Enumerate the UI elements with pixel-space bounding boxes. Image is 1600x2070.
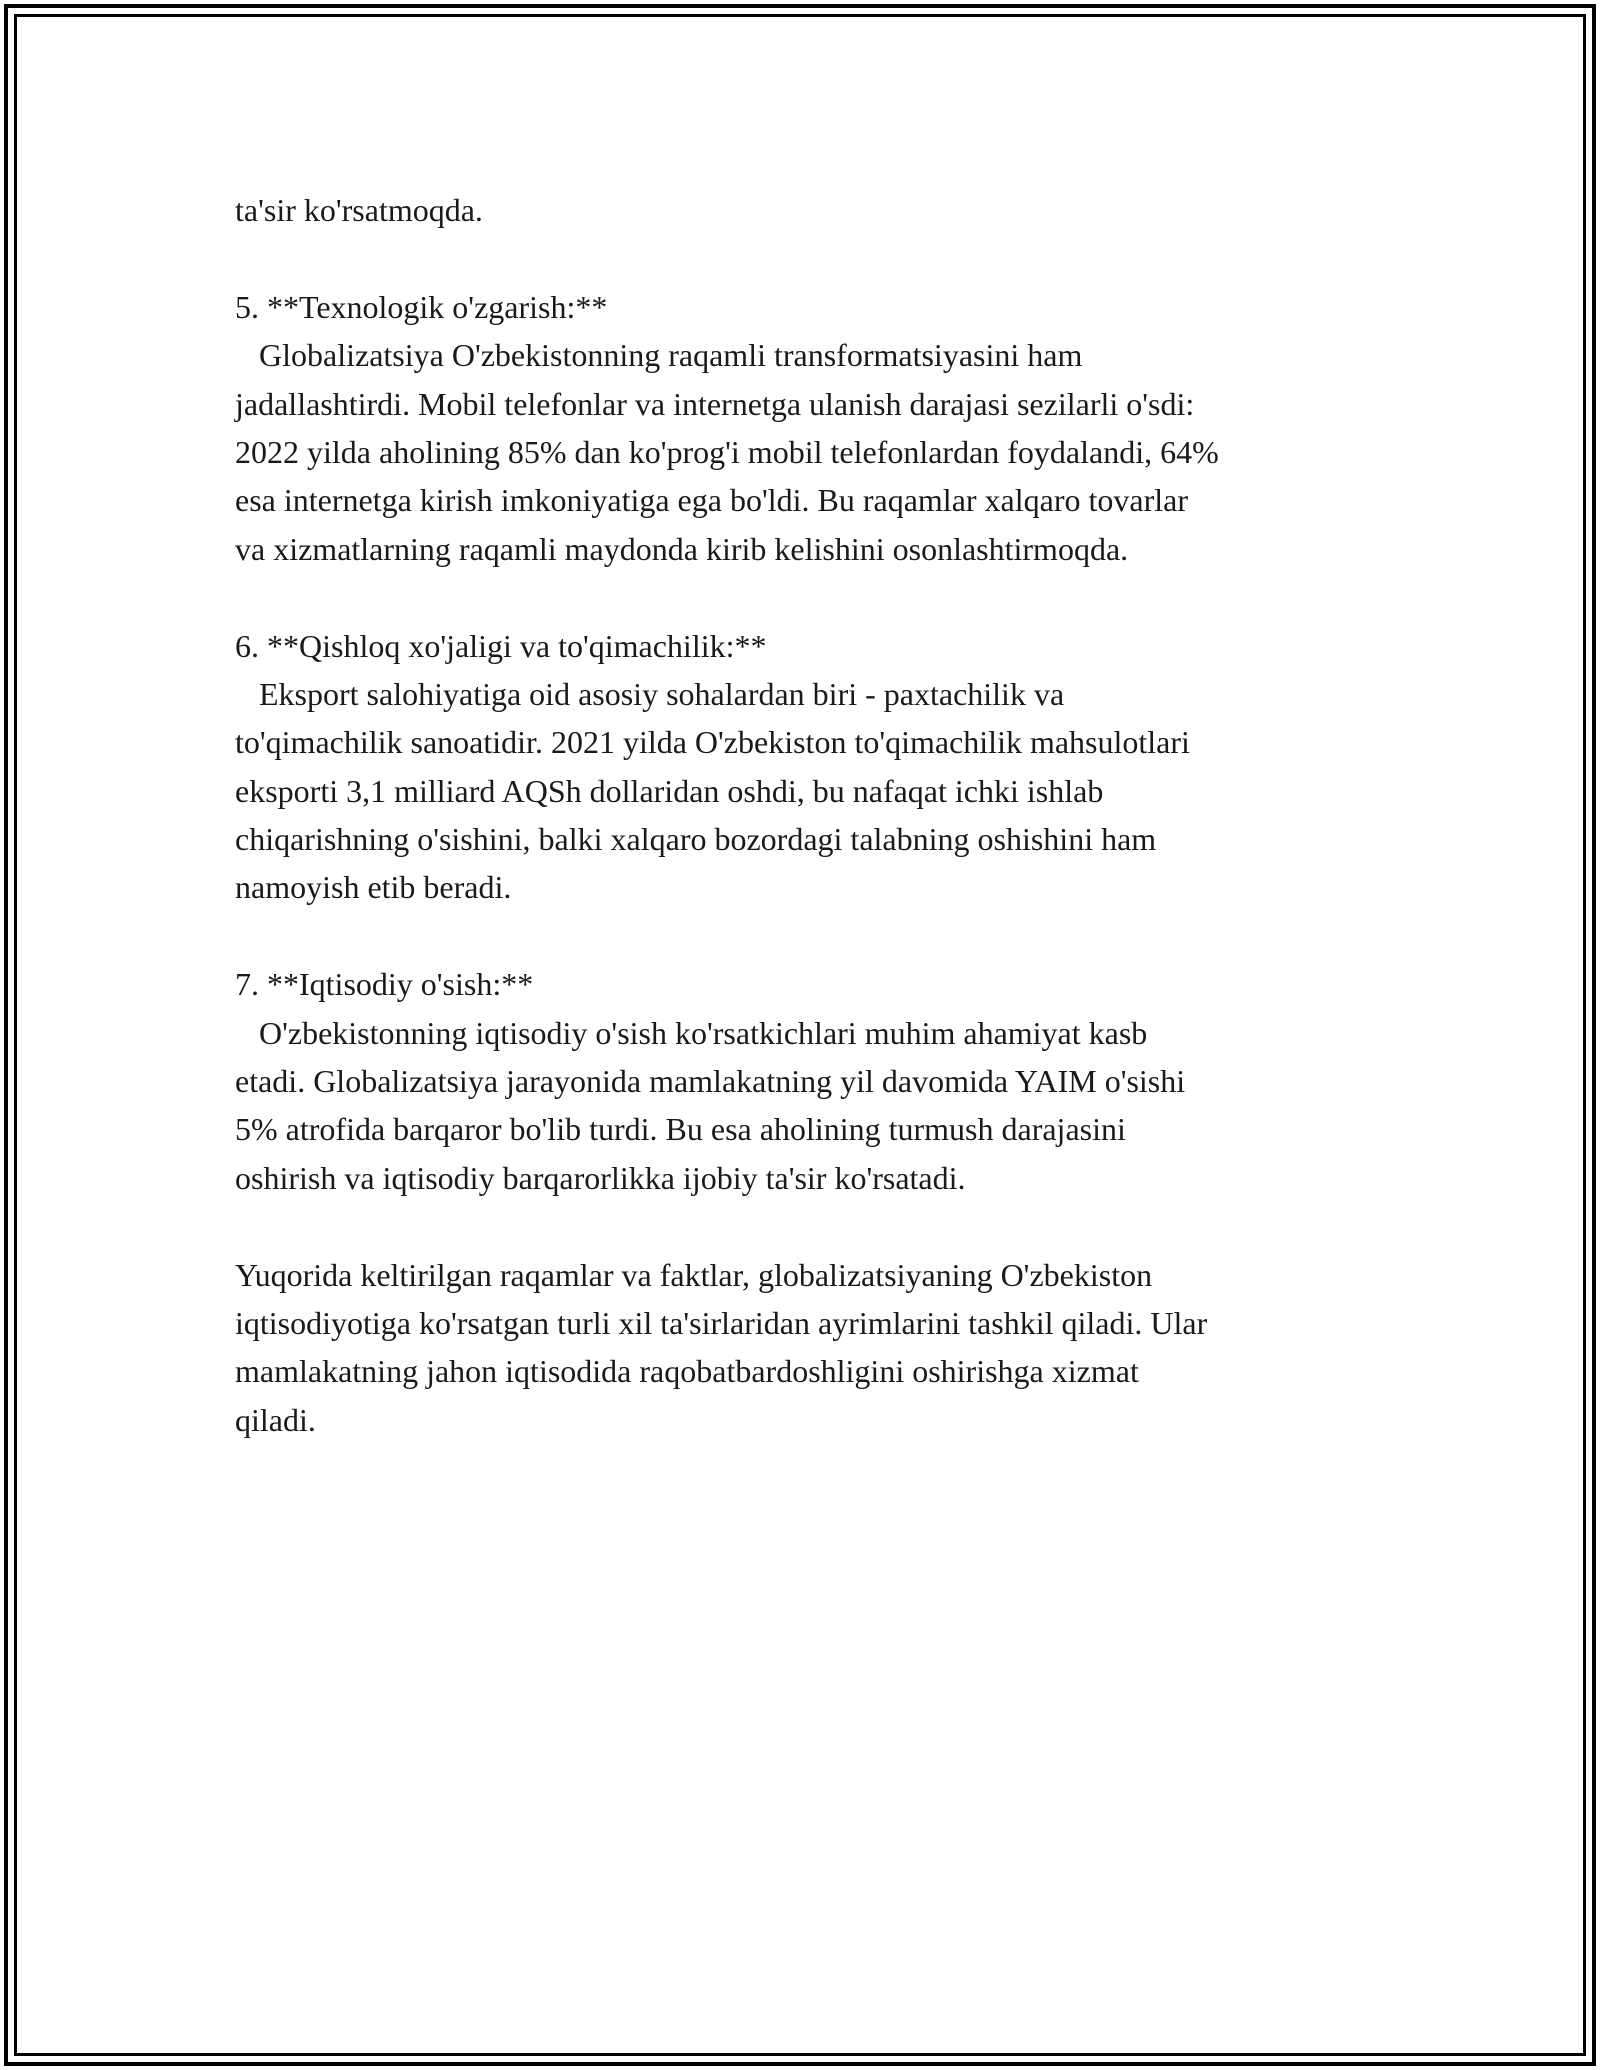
paragraph-gap: [235, 1202, 1375, 1250]
paragraph-gap: [235, 234, 1375, 282]
text-line: esa internetga kirish imkoniyatiga ega bo'ldi. Bu raqamlar xalqaro tovarlar: [235, 482, 1188, 519]
section-6-agriculture-textiles: [235, 622, 1375, 912]
text-line: jadallashtirdi. Mobil telefonlar va internetga ulanish darajasi sezilarli o'sdi:: [235, 385, 1195, 422]
text-line: chiqarishning o'sishini, balki xalqaro bozordagi talabning oshishini ham: [235, 821, 1157, 858]
paragraph-intro-tail: [235, 186, 1375, 234]
text-line: etadi. Globalizatsiya jarayonida mamlakatning yil davomida YAIM o'sishi: [235, 1063, 1186, 1100]
section-5-technology: [235, 283, 1375, 573]
text-line: eksporti 3,1 milliard AQSh dollaridan oshdi, bu nafaqat ichki ishlab: [235, 772, 1104, 809]
text-line: to'qimachilik sanoatidir. 2021 yilda O'zbekiston to'qimachilik mahsulotlari: [235, 724, 1190, 761]
text-line: Globalizatsiya O'zbekistonning raqamli transformatsiyasini ham: [235, 337, 1083, 374]
paragraph-gap: [235, 573, 1375, 621]
text-line: 2022 yilda aholining 85% dan ko'prog'i mobil telefonlardan foydalandi, 64%: [235, 433, 1219, 470]
section-heading: 5. **Texnologik o'zgarish:**: [235, 288, 608, 325]
text-line: Eksport salohiyatiga oid asosiy sohalardan biri - paxtachilik va: [235, 675, 1065, 712]
text-line: Yuqorida keltirilgan raqamlar va faktlar, globalizatsiyaning O'zbekiston: [235, 1256, 1153, 1293]
text-line: iqtisodiyotiga ko'rsatgan turli xil ta'sirlaridan ayrimlarini tashkil qiladi. Ular: [235, 1304, 1208, 1341]
text-line: ta'sir ko'rsatmoqda.: [235, 192, 483, 228]
section-heading: 7. **Iqtisodiy o'sish:**: [235, 966, 534, 1003]
section-7-economic-growth: [235, 960, 1375, 1202]
text-line: namoyish etib beradi.: [235, 869, 512, 906]
text-line: qiladi.: [235, 1401, 316, 1438]
text-line: va xizmatlarning raqamli maydonda kirib kelishini osonlashtirmoqda.: [235, 530, 1129, 567]
text-line: 5% atrofida barqaror bo'lib turdi. Bu esa aholining turmush darajasini: [235, 1111, 1126, 1148]
document-body: [235, 186, 1375, 1444]
section-heading: 6. **Qishloq xo'jaligi va to'qimachilik:**: [235, 627, 767, 664]
paragraph-gap: [235, 912, 1375, 960]
conclusion-paragraph: [235, 1251, 1375, 1445]
text-line: oshirish va iqtisodiy barqarorlikka ijobiy ta'sir ko'rsatadi.: [235, 1159, 966, 1196]
text-line: O'zbekistonning iqtisodiy o'sish ko'rsatkichlari muhim ahamiyat kasb: [235, 1014, 1148, 1051]
text-line: mamlakatning jahon iqtisodida raqobatbardoshligini oshirishga xizmat: [235, 1353, 1139, 1390]
